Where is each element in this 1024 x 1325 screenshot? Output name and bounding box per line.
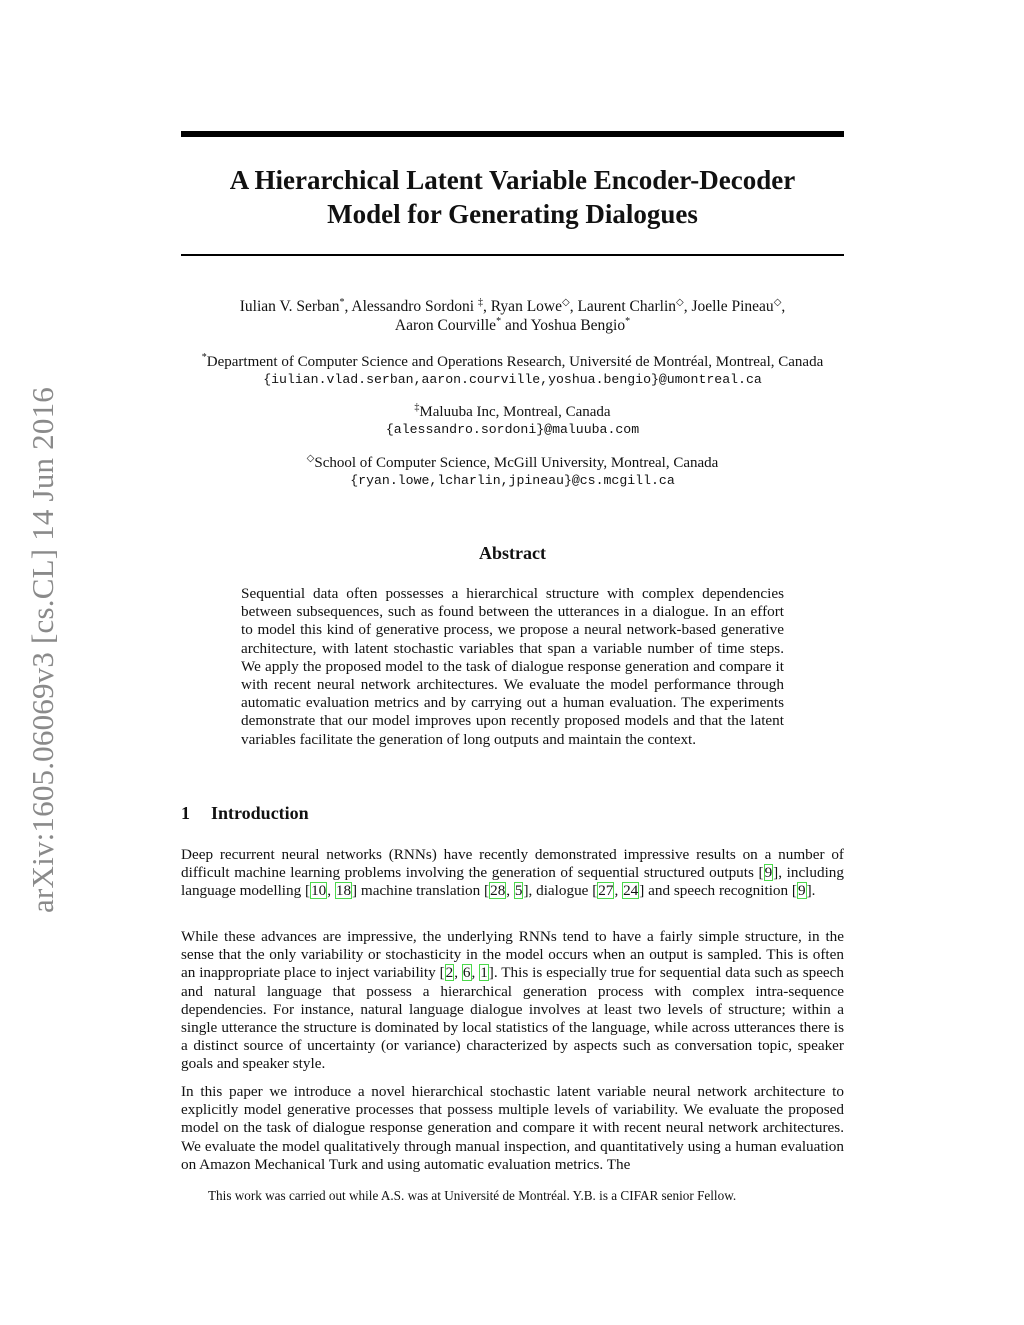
affiliation-email: {ryan.lowe,lcharlin,jpineau}@cs.mcgill.ca — [350, 473, 675, 488]
citation-link[interactable]: 28 — [490, 882, 506, 900]
citation-link[interactable]: 9 — [797, 882, 806, 900]
affiliation-email: {iulian.vlad.serban,aaron.courville,yoshua.bengio}@umontreal.ca — [263, 372, 762, 387]
author-name: Ryan Lowe — [490, 298, 562, 315]
section-title: Introduction — [211, 803, 309, 823]
author-mark: ◇ — [676, 296, 684, 308]
author-line-2 — [181, 316, 844, 335]
footnote: This work was carried out while A.S. was at Université de Montréal. Y.B. is a CIFAR senior Fellow. — [208, 1188, 737, 1203]
affiliation-mark: ‡ — [414, 402, 420, 413]
author-name: Alessandro Sordoni — [351, 298, 475, 315]
abstract-heading: Abstract — [479, 543, 546, 563]
affiliation-name: ◇School of Computer Science, McGill University, Montreal, Canada — [306, 453, 719, 471]
title-top-rule — [181, 131, 844, 137]
intro-paragraph-2: While these advances are impressive, the underlying RNNs tend to have a fairly simple structure, in the sense that the only variability or stochasticity in the model occurs when an output is sampled. This is often an inappropriate place to inject variability [2, 6, 1]. This is especially true for sequential data such as speech and natural language that possess a hierarchical generation process with complex intra-sequence dependencies. For instance, natural language dialogue involves at least two levels of structure; within a single utterance the structure is dominated by local statistics of the language, while across utterances there is a distinct source of uncertainty (or variance) characterized by aspects such as conversation topic, speaker goals and speaker style. — [181, 928, 845, 1073]
author-list — [181, 297, 844, 335]
author-mark: ◇ — [561, 296, 570, 308]
author-name: Iulian V. Serban — [239, 298, 340, 315]
citation-link[interactable]: 10 — [311, 882, 327, 900]
arxiv-identifier: arXiv:1605.06069v3 [cs.CL] 14 Jun 2016 — [25, 387, 60, 913]
author-name: Yoshua Bengio — [530, 317, 626, 334]
citation-link[interactable]: 5 — [514, 882, 523, 900]
author-mark: * — [625, 315, 631, 327]
author-mark: * — [339, 296, 345, 308]
title-bottom-rule — [181, 254, 844, 256]
affiliation-name: ‡Maluuba Inc, Montreal, Canada — [414, 402, 611, 420]
author-name: Joelle Pineau — [691, 298, 774, 315]
affiliation-mark: * — [201, 352, 207, 363]
citation-link[interactable]: 6 — [462, 964, 471, 982]
affiliation-mcgill — [181, 454, 844, 490]
author-mark: ‡ — [477, 296, 483, 308]
section-heading-introduction — [181, 803, 309, 824]
author-line-1: Iulian V. Serban*, Alessandro Sordoni ‡, Ryan Lowe◇, Laurent Charlin◇, Joelle Pineau◇, — [239, 296, 786, 315]
paper-title-line-1: A Hierarchical Latent Variable Encoder-Decoder — [229, 165, 796, 195]
affiliation-name: *Department of Computer Science and Operations Research, Université de Montréal, Montreal, Canada — [201, 352, 824, 370]
section-number: 1 — [181, 803, 190, 823]
paper-title — [181, 163, 844, 231]
intro-paragraph-3: In this paper we introduce a novel hierarchical stochastic latent variable neural network architecture to explicitly model generative processes that possess multiple levels of variability. We evaluate the proposed model on the task of dialogue response generation and compare it with recent neural network architectures. We evaluate the model qualitatively through manual inspection, and quantitatively using a human evaluation on Amazon Mechanical Turk and using automatic evaluation metrics. The — [181, 1083, 844, 1173]
affiliation-maluuba — [181, 403, 844, 439]
affiliation-umontreal — [181, 353, 844, 389]
citation-link[interactable]: 2 — [445, 964, 454, 982]
citation-link[interactable]: 18 — [335, 882, 352, 900]
citation-link[interactable]: 27 — [598, 882, 614, 900]
affiliation-email: {alessandro.sordoni}@maluuba.com — [385, 422, 640, 437]
citation-link[interactable]: 9 — [764, 864, 773, 882]
paper-title-line-2: Model for Generating Dialogues — [327, 199, 698, 229]
citation-link[interactable]: 1 — [480, 964, 488, 982]
intro-paragraph-1: Deep recurrent neural networks (RNNs) have recently demonstrated impressive results on a number of difficult machine learning problems involving the generation of sequential structured outputs [9], including language modelling [10, 18] machine translation [28, 5], dialogue [27, 24] and speech recognition [9]. — [181, 846, 844, 900]
author-name: Laurent Charlin — [577, 298, 677, 315]
abstract-text: Sequential data often possesses a hierarchical structure with complex dependencies between subsequences, such as found between the utterances in a dialogue. In an effort to model this kind of generative process, we propose a neural network-based generative architecture, with latent stochastic variables that span a variable number of time steps. We apply the proposed model to the task of dialogue response generation and compare it with recent neural network architectures. We evaluate the model performance through automatic evaluation metrics and by carrying out a human evaluation. The experiments demonstrate that our model improves upon recently proposed models and that the latent variables facilitate the generation of long outputs and maintain the context. — [241, 585, 784, 748]
author-name: Aaron Courville — [394, 317, 497, 334]
citation-link[interactable]: 24 — [623, 882, 639, 900]
author-mark: * — [496, 315, 502, 327]
author-mark: ◇ — [773, 296, 782, 308]
affiliation-mark: ◇ — [306, 453, 315, 464]
author-conjunction: and — [504, 317, 528, 334]
